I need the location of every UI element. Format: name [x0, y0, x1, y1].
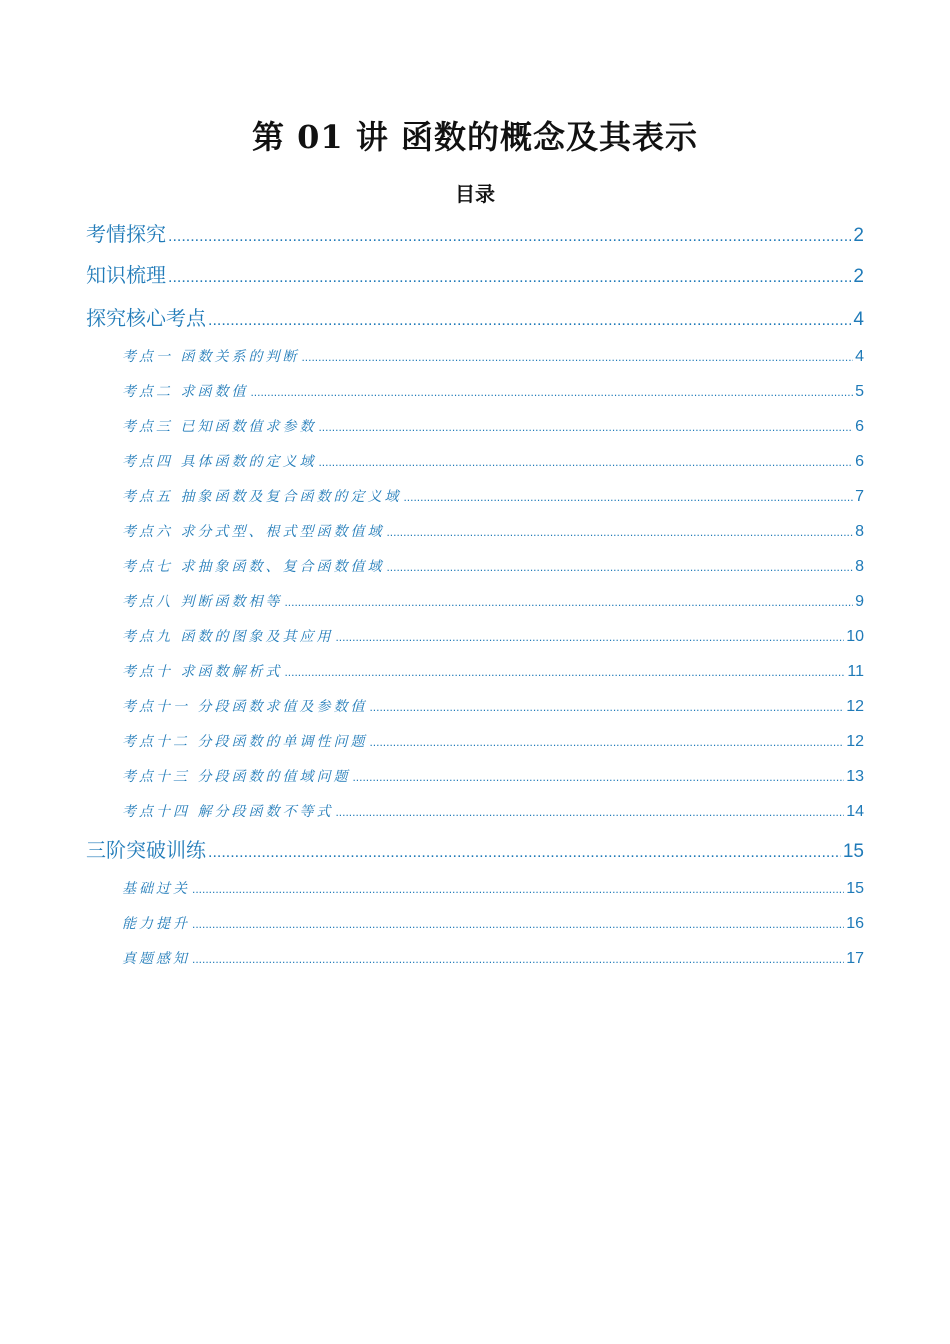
- toc-page: 12: [846, 698, 864, 715]
- toc-label: 考点六 求分式型、根式型函数值域: [122, 524, 385, 540]
- toc-leader: [403, 486, 853, 508]
- toc-leader: [318, 416, 853, 438]
- toc-page: 16: [846, 915, 864, 932]
- toc-entry-kaodian-3[interactable]: [122, 416, 864, 438]
- toc-page: 14: [846, 803, 864, 820]
- toc-label: 真题感知: [122, 951, 190, 967]
- toc-leader: [208, 839, 841, 867]
- toc-entry-kaodian-1[interactable]: [122, 346, 864, 368]
- toc-label: 考情探究: [86, 222, 166, 246]
- toc-leader: [386, 556, 853, 578]
- toc-entry-kaodian-11[interactable]: [122, 696, 864, 718]
- toc-page: 13: [846, 768, 864, 785]
- toc-leader: [192, 948, 844, 970]
- toc-page: 15: [846, 880, 864, 897]
- toc-page: 17: [846, 950, 864, 967]
- toc-leader: [369, 696, 844, 718]
- toc-page: 12: [846, 733, 864, 750]
- toc-entry-nengli[interactable]: [122, 913, 864, 935]
- toc-page: 7: [855, 488, 864, 505]
- toc-entry-kaodian-8[interactable]: [122, 591, 864, 613]
- toc-entry-kaodian-7[interactable]: [122, 556, 864, 578]
- toc-label: 考点九 函数的图象及其应用: [122, 629, 334, 645]
- toc-leader: [284, 661, 845, 683]
- toc-label: 考点十二 分段函数的单调性问题: [122, 734, 368, 750]
- toc-page: 2: [853, 266, 864, 287]
- toc-page: 8: [855, 558, 864, 575]
- toc-entry-kaodian-2[interactable]: [122, 381, 864, 403]
- toc-entry-zhenti[interactable]: [122, 948, 864, 970]
- toc-leader: [335, 626, 844, 648]
- toc-page: 4: [855, 348, 864, 365]
- toc-label: 考点七 求抽象函数、复合函数值域: [122, 559, 385, 575]
- toc-entry-kaodian-13[interactable]: [122, 766, 864, 788]
- toc-label: 考点八 判断函数相等: [122, 594, 283, 610]
- toc-leader: [192, 878, 844, 900]
- toc-leader: [284, 591, 853, 613]
- document-title: 第 01 讲 函数的概念及其表示: [252, 118, 698, 156]
- toc-leader: [352, 766, 844, 788]
- toc-page: 6: [855, 418, 864, 435]
- toc-label: 基础过关: [122, 881, 190, 897]
- toc-entry-kaoqing[interactable]: [86, 220, 864, 248]
- toc-entry-kaodian-10[interactable]: [122, 661, 864, 683]
- toc-leader: [301, 346, 853, 368]
- toc-entry-kaodian-12[interactable]: [122, 731, 864, 753]
- toc-label: 三阶突破训练: [86, 838, 206, 862]
- toc-entry-kaodian-9[interactable]: [122, 626, 864, 648]
- toc-label: 考点十四 解分段函数不等式: [122, 804, 334, 820]
- toc-label: 考点四 具体函数的定义域: [122, 454, 317, 470]
- toc-leader: [168, 264, 851, 292]
- toc-entry-sanjie[interactable]: [86, 836, 864, 864]
- toc-page: 5: [855, 383, 864, 400]
- toc-page: 11: [847, 663, 864, 680]
- toc-page: 15: [842, 841, 864, 862]
- toc-entry-kaodian-14[interactable]: [122, 801, 864, 823]
- toc-page: 9: [855, 593, 864, 610]
- toc-leader: [369, 731, 844, 753]
- toc-leader: [192, 913, 844, 935]
- toc-leader: [168, 223, 851, 251]
- toc-label: 考点一 函数关系的判断: [122, 349, 300, 365]
- toc-page: 4: [853, 309, 864, 330]
- toc-label: 考点十 求函数解析式: [122, 664, 283, 680]
- toc-entry-zhishi[interactable]: [86, 261, 864, 289]
- toc-page: 6: [855, 453, 864, 470]
- toc-entry-kaodian-6[interactable]: [122, 521, 864, 543]
- toc-label: 考点二 求函数值: [122, 384, 249, 400]
- toc-label: 考点十一 分段函数求值及参数值: [122, 699, 368, 715]
- toc-entry-tanjiu[interactable]: [86, 304, 864, 332]
- toc-label: 考点十三 分段函数的值域问题: [122, 769, 351, 785]
- toc-page: 2: [853, 225, 864, 246]
- toc-entry-kaodian-4[interactable]: [122, 451, 864, 473]
- toc-label: 能力提升: [122, 916, 190, 932]
- toc-leader: [250, 381, 853, 403]
- toc-page: 8: [855, 523, 864, 540]
- toc-page: 10: [846, 628, 864, 645]
- toc-heading: 目录: [455, 182, 495, 206]
- toc-leader: [335, 801, 844, 823]
- toc-leader: [386, 521, 853, 543]
- toc-entry-kaodian-5[interactable]: [122, 486, 864, 508]
- toc-leader: [318, 451, 853, 473]
- toc-label: 考点三 已知函数值求参数: [122, 419, 317, 435]
- toc-entry-jichu[interactable]: [122, 878, 864, 900]
- toc-label: 考点五 抽象函数及复合函数的定义域: [122, 489, 402, 505]
- toc-label: 探究核心考点: [86, 306, 206, 330]
- toc-label: 知识梳理: [86, 263, 166, 287]
- toc-leader: [208, 307, 851, 335]
